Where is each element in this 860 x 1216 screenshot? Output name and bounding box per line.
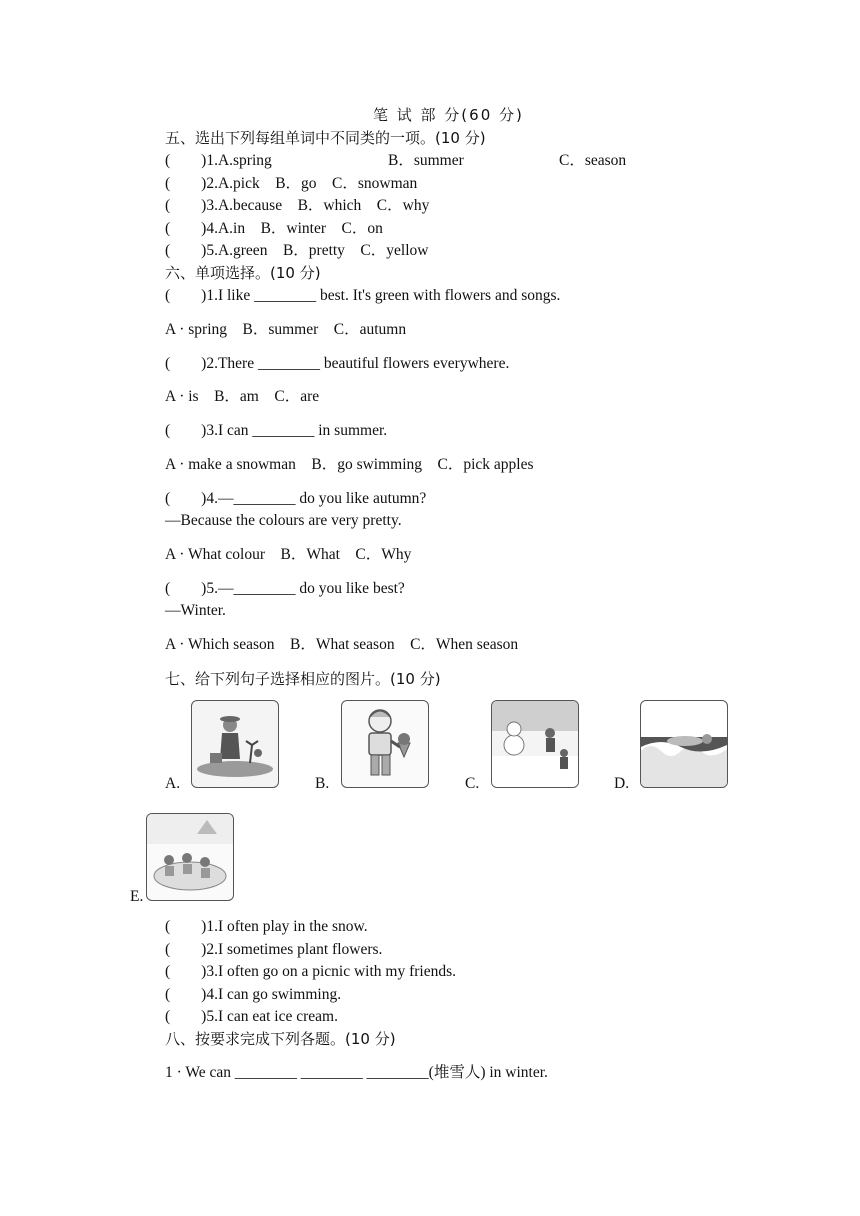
s6-q5: ( )5.—________ do you like best? [165, 580, 405, 597]
s8-q1: 1 · We can ________ ________ ________(堆雪人) in winter. [165, 1064, 548, 1081]
section-6-heading: 六、单项选择。(10 分) [165, 264, 321, 282]
picture-b [341, 700, 429, 788]
s5-q4: ( )4.A.in B．winter C．on [165, 220, 383, 237]
s7-q4: ( )4.I can go swimming. [165, 986, 342, 1003]
s7-q5: ( )5.I can eat ice cream. [165, 1008, 338, 1025]
section-8-heading: 八、按要求完成下列各题。(10 分) [165, 1030, 396, 1048]
s5-q2: ( )2.A.pick B．go C．snowman [165, 175, 418, 192]
picture-e [146, 813, 234, 901]
s7-q2: ( )2.I sometimes plant flowers. [165, 941, 383, 958]
s6-o4: A · What colour B．What C．Why [165, 546, 412, 563]
s5-q1-c: C．season [559, 152, 627, 169]
picture-c [491, 700, 579, 788]
s5-q3: ( )3.A.because B．which C．why [165, 197, 430, 214]
gardening-icon [192, 701, 278, 787]
swimming-icon [641, 701, 727, 787]
snow-play-icon [492, 701, 578, 787]
section-5-heading: 五、选出下列每组单词中不同类的一项。(10 分) [165, 129, 486, 147]
picture-label-e: E. [130, 888, 144, 905]
picture-label-d: D. [614, 775, 630, 792]
s7-q1: ( )1.I often play in the snow. [165, 918, 368, 935]
s6-q2: ( )2.There ________ beautiful flowers everywhere. [165, 355, 510, 372]
s6-o3: A · make a snowman B．go swimming C．pick apples [165, 456, 534, 473]
ice-cream-boy-icon [342, 701, 428, 787]
picture-a [191, 700, 279, 788]
picture-label-a: A. [165, 775, 181, 792]
s6-o2: A · is B．am C．are [165, 388, 320, 405]
s6-q5-answer: —Winter. [165, 602, 226, 619]
s5-q1: ( )1.A.spring [165, 152, 272, 169]
s7-q3: ( )3.I often go on a picnic with my friends. [165, 963, 456, 980]
section-7-heading: 七、给下列句子选择相应的图片。(10 分) [165, 670, 441, 688]
picture-d [640, 700, 728, 788]
s5-q1-b: B．summer [388, 152, 464, 169]
picnic-icon [147, 814, 233, 900]
picture-label-c: C. [465, 775, 480, 792]
s6-q4-answer: —Because the colours are very pretty. [165, 512, 402, 529]
s6-q1: ( )1.I like ________ best. It's green with flowers and songs. [165, 287, 561, 304]
s6-o1: A · spring B．summer C．autumn [165, 321, 407, 338]
picture-label-b: B. [315, 775, 330, 792]
s6-q4: ( )4.—________ do you like autumn? [165, 490, 427, 507]
s5-q5: ( )5.A.green B．pretty C．yellow [165, 242, 429, 259]
s6-o5: A · Which season B．What season C．When season [165, 636, 519, 653]
s6-q3: ( )3.I can ________ in summer. [165, 422, 388, 439]
page-title: 笔 试 部 分(60 分) [373, 106, 524, 124]
